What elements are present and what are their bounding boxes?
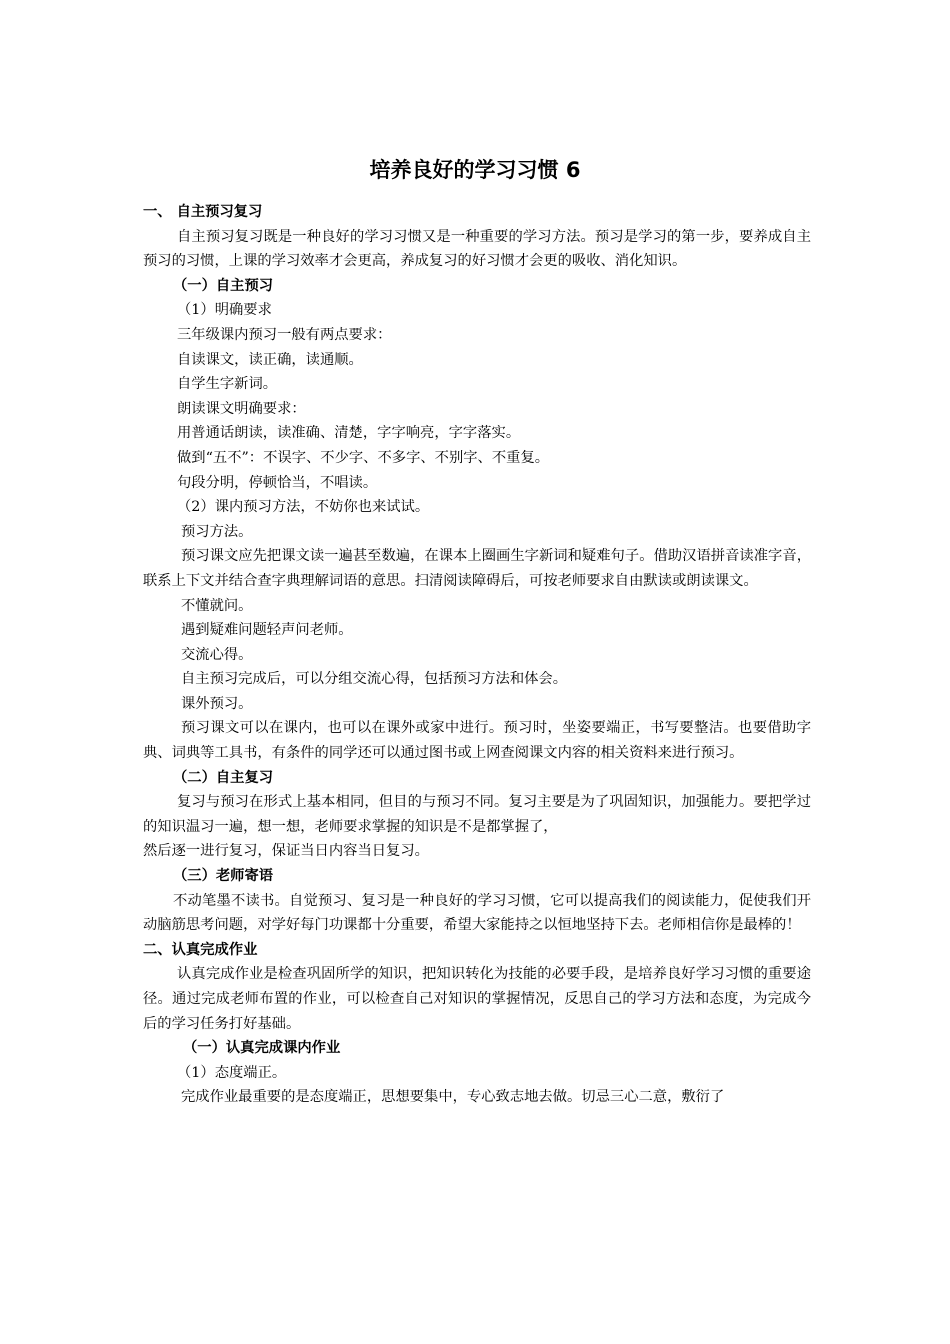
subsection-heading: （一）自主预习	[173, 277, 274, 294]
body-line: 自读课文，读正确，读通顺。	[177, 351, 363, 368]
body-paragraph: 完成作业最重要的是态度端正，思想要集中，专心致志地去做。切忌三心二意，敷衍了	[181, 1089, 725, 1106]
body-line: 课外预习。	[181, 695, 253, 712]
body-line: 做到“五不”：不误字、不少字、不多字、不别字、不重复。	[177, 449, 550, 466]
body-line: 句段分明，停顿恰当，不唱读。	[177, 474, 378, 491]
document-title: 培养良好的学习习惯 6	[369, 158, 581, 182]
body-line: 不懂就问。	[181, 597, 253, 614]
subsection-heading: （一）认真完成课内作业	[183, 1040, 341, 1057]
section-heading: 二、认真完成作业	[143, 941, 258, 958]
body-paragraph: 复习与预习在形式上基本相同，但目的与预习不同。复习主要是为了巩固知识，加强能力。要把学过的知识温习一遍，想一想，老师要求掌握的知识是不是都掌握了，	[143, 794, 811, 835]
document-body	[143, 200, 811, 1110]
body-paragraph: 预习课文可以在课内，也可以在课外或家中进行。预习时，坐姿要端正，书写要整洁。也要借助字典、词典等工具书，有条件的同学还可以通过图书或上网查阅课文内容的相关资料来进行预习。	[143, 720, 811, 762]
body-paragraph: 自主预习复习既是一种良好的学习习惯又是一种重要的学习方法。预习是学习的第一步，要养成自主预习的习惯，上课的学习效率才会更高，养成复习的好习惯才会更的吸收、消化知识。	[143, 228, 811, 270]
body-line: 交流心得。	[181, 646, 253, 663]
body-line: 然后逐一进行复习，保证当日内容当日复习。	[143, 843, 429, 860]
body-paragraph: 预习课文应先把课文读一遍甚至数遍，在课本上圈画生字新词和疑难句子。借助汉语拼音读准字音，联系上下文并结合查字典理解词语的意思。扫清阅读障碍后，可按老师要求自由默读或朗读课文。	[143, 548, 811, 589]
body-line: 三年级课内预习一般有两点要求：	[177, 326, 392, 343]
subsection-heading: （三）老师寄语	[173, 868, 274, 885]
body-line: 用普通话朗读，读准确、清楚，字字响亮，字字落实。	[177, 425, 521, 442]
body-paragraph: 不动笔墨不读书。自觉预习、复习是一种良好的学习习惯，它可以提高我们的阅读能力，促使我们开动脑筋思考问题，对学好每门功课都十分重要，希望大家能持之以恒地坚持下去。老师相信你是最棒的！	[143, 892, 811, 934]
body-line: （2）课内预习方法，不妨你也来试试。	[177, 499, 430, 516]
body-line: （1）态度端正。	[177, 1064, 287, 1081]
body-line: 遇到疑难问题轻声问老师。	[181, 622, 353, 639]
body-line: 朗读课文明确要求：	[177, 400, 306, 417]
subsection-heading: （二）自主复习	[173, 769, 274, 786]
body-line: 自学生字新词。	[177, 376, 278, 393]
body-paragraph: 认真完成作业是检查巩固所学的知识，把知识转化为技能的必要手段，是培养良好学习习惯的重要途径。通过完成老师布置的作业，可以检查自己对知识的掌握情况，反思自己的学习方法和态度，为完成今后的学习任务打好基础。	[143, 966, 811, 1032]
body-line: 预习方法。	[181, 523, 253, 540]
body-line: （1）明确要求	[177, 302, 272, 319]
section-heading: 一、 自主预习复习	[143, 204, 263, 220]
body-line: 自主预习完成后，可以分组交流心得，包括预习方法和体会。	[181, 671, 568, 688]
